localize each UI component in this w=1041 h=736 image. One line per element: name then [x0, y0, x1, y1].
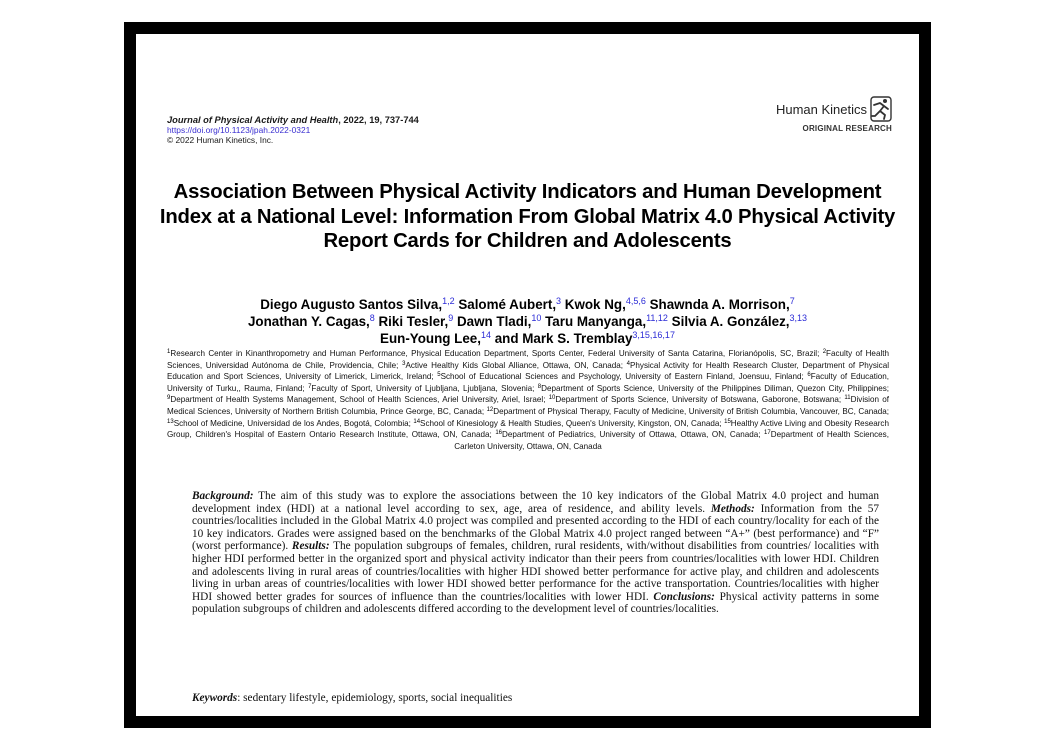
affiliation-number: 7 — [308, 383, 312, 390]
affiliation-number: 6 — [807, 372, 811, 379]
author: Diego Augusto Santos Silva, — [260, 297, 443, 312]
copyright-notice: © 2022 Human Kinetics, Inc. — [167, 135, 274, 145]
affiliation: Physical Activity for Health Research Cluster, Department of Physical Education and Sport Sciences, University of Limerick, Limerick, Ireland; — [167, 360, 890, 382]
methods-text: Information from the 57 countries/localities included in the Global Matrix 4.0 project was compiled and presented according to the HDI of each country/locality for each of the 10 key indicators. Grades were assigned based on the benchmarks of the Global Matrix 4.0 project ranged between “A+” (best performance) and “F” (worst performance). — [192, 502, 879, 553]
affiliation: Department of Health Systems Management, School of Health Sciences, Ariel University, Ariel, Israel; — [170, 395, 549, 405]
affiliation-number: 3 — [402, 360, 406, 367]
keywords-label: Keywords — [192, 692, 238, 704]
author-affiliation-ref[interactable]: 9 — [448, 313, 454, 323]
affiliation-number: 15 — [724, 418, 731, 425]
affiliation: Healthy Active Living and Obesity Research Group, Children's Hospital of Eastern Ontario Research Institute, Ottawa, ON, Canada; — [167, 418, 889, 440]
background-label: Background: — [192, 490, 254, 502]
abstract — [192, 490, 879, 616]
author-list — [156, 296, 899, 347]
affiliation: School of Medicine, Universidad de los Andes, Bogotá, Colombia; — [173, 418, 414, 428]
document-frame — [124, 22, 931, 728]
affiliation-number: 10 — [548, 395, 556, 402]
author-affiliation-ref[interactable]: 11,12 — [646, 313, 668, 323]
author-affiliation-ref[interactable]: 10 — [531, 313, 542, 323]
author: and Mark S. Tremblay — [494, 331, 633, 346]
affiliation: Department of Sports Science, University of the Philippines Diliman, Quezon City, Philippines; — [541, 383, 889, 393]
affiliation: School of Kinesiology & Health Studies, Queen's University, Kingston, ON, Canada; — [420, 418, 725, 428]
affiliation: Faculty of Sport, University of Ljubljana, Ljubljana, Slovenia; — [311, 383, 538, 393]
author: Shawnda A. Morrison, — [649, 297, 790, 312]
author: Salomé Aubert, — [458, 297, 557, 312]
conclusions-label: Conclusions: — [653, 590, 715, 603]
affiliation: Department of Physical Therapy, Faculty of Medicine, University of British Columbia, Vancouver, BC, Canada; — [493, 406, 889, 416]
journal-citation — [167, 115, 419, 125]
author-affiliation-ref[interactable]: 4,5,6 — [625, 296, 646, 306]
affiliation-number: 1 — [167, 349, 171, 355]
paper-page — [136, 34, 919, 716]
affiliation-number: 8 — [537, 383, 542, 390]
author: Jonathan Y. Cagas, — [247, 314, 370, 329]
journal-volume-pages: , 2022, 19, 737-744 — [338, 115, 419, 125]
affiliation: Department of Pediatrics, University of Ottawa, Ottawa, ON, Canada; — [502, 430, 765, 440]
affiliation-number: 2 — [822, 349, 827, 355]
affiliations — [167, 348, 889, 452]
affiliation: Department of Health Sciences, Carleton University, Ottawa, ON, Canada — [454, 430, 889, 451]
affiliation: Active Healthy Kids Global Alliance, Ottawa, ON, Canada; — [405, 360, 627, 370]
results-text: The population subgroups of females, children, rural residents, with/without disabilities from countries/ localities with higher HDI performed better in the organized sport and physical activity indicator than their peers from countries/localities with lower HDI. Children and adolescents living in rural areas of countries/localities with higher HDI showed better performance for active play, and children and adolescents living in urban areas of countries/localities with lower HDI showed better performance for the active transportation. Countries/localities with higher HDI showed better grades for sources of influence than the countries/localities with lower HDI. — [192, 540, 879, 603]
affiliation-number: 16 — [495, 430, 503, 437]
affiliation: Department of Sports Science, University of Botswana, Gaborone, Botswana; — [555, 395, 845, 405]
affiliation-number: 5 — [437, 372, 441, 379]
author: Silvia A. González, — [671, 314, 790, 329]
author: Taru Manyanga, — [545, 314, 647, 329]
background-text: The aim of this study was to explore the associations between the 10 key indicators of the Global Matrix 4.0 project and human development index (HDI) at a national level according to sex, age, area of residence, and ability levels. — [192, 490, 879, 515]
keywords — [192, 692, 879, 705]
doi-link[interactable]: https://doi.org/10.1123/jpah.2022-0321 — [167, 125, 311, 135]
affiliation: Division of Medical Sciences, University of Northern British Columbia, Prince George, BC, Canada; — [167, 395, 889, 416]
conclusions-text: Physical activity patterns in some population subgroups of children and adolescents differed according to the development level of countries/localities. — [192, 590, 880, 616]
article-type-label: ORIGINAL RESEARCH — [802, 124, 892, 133]
author-affiliation-ref[interactable]: 3,13 — [789, 313, 808, 323]
affiliation-number: 17 — [764, 430, 771, 437]
author-affiliation-ref[interactable]: 8 — [369, 313, 375, 323]
author-affiliation-ref[interactable]: 3 — [556, 296, 562, 306]
affiliation-number: 12 — [486, 406, 494, 413]
affiliation-number: 4 — [626, 360, 631, 367]
human-kinetics-logo-icon — [870, 96, 892, 122]
affiliation: Faculty of Health Sciences, Universidad Autónoma de Chile, Providencia, Chile; — [167, 349, 889, 370]
affiliation: Faculty of Education, University of Turku,, Rauma, Finland; — [167, 372, 889, 393]
publisher-block — [776, 96, 892, 133]
methods-label: Methods: — [710, 502, 755, 515]
author-affiliation-ref[interactable]: 1,2 — [442, 296, 455, 306]
keywords-text: : sedentary lifestyle, epidemiology, sports, social inequalities — [237, 692, 513, 704]
affiliation-number: 9 — [167, 395, 171, 402]
affiliation-number: 14 — [413, 418, 421, 425]
journal-name: Journal of Physical Activity and Health — [167, 115, 339, 125]
affiliation: School of Educational Sciences and Psychology, University of Eastern Finland, Joensuu, Finland; — [440, 372, 808, 382]
results-label: Results: — [291, 540, 330, 553]
journal-header — [167, 115, 419, 145]
affiliation: Research Center in Kinanthropometry and Human Performance, Physical Education Department, Sports Center, Federal University of Santa Catarina, Florianópolis, SC, Brazil; — [170, 349, 823, 358]
author: Eun-Young Lee, — [380, 331, 481, 346]
author-affiliation-ref[interactable]: 7 — [789, 296, 795, 306]
author: Riki Tesler, — [378, 314, 449, 329]
publisher-name: Human Kinetics — [775, 101, 867, 117]
author-affiliation-ref[interactable]: 3,15,16,17 — [632, 330, 675, 340]
affiliation-number: 13 — [167, 418, 174, 425]
paper-title: Association Between Physical Activity Indicators and Human Development Index at a National Level: Information From Global Matrix 4.0 Physical Activity Report Cards for Children and Adolescents — [159, 181, 896, 252]
author-affiliation-ref[interactable]: 14 — [480, 330, 491, 340]
affiliation-number: 11 — [844, 395, 851, 402]
author: Dawn Tladi, — [456, 314, 532, 329]
author: Kwok Ng, — [564, 297, 626, 312]
